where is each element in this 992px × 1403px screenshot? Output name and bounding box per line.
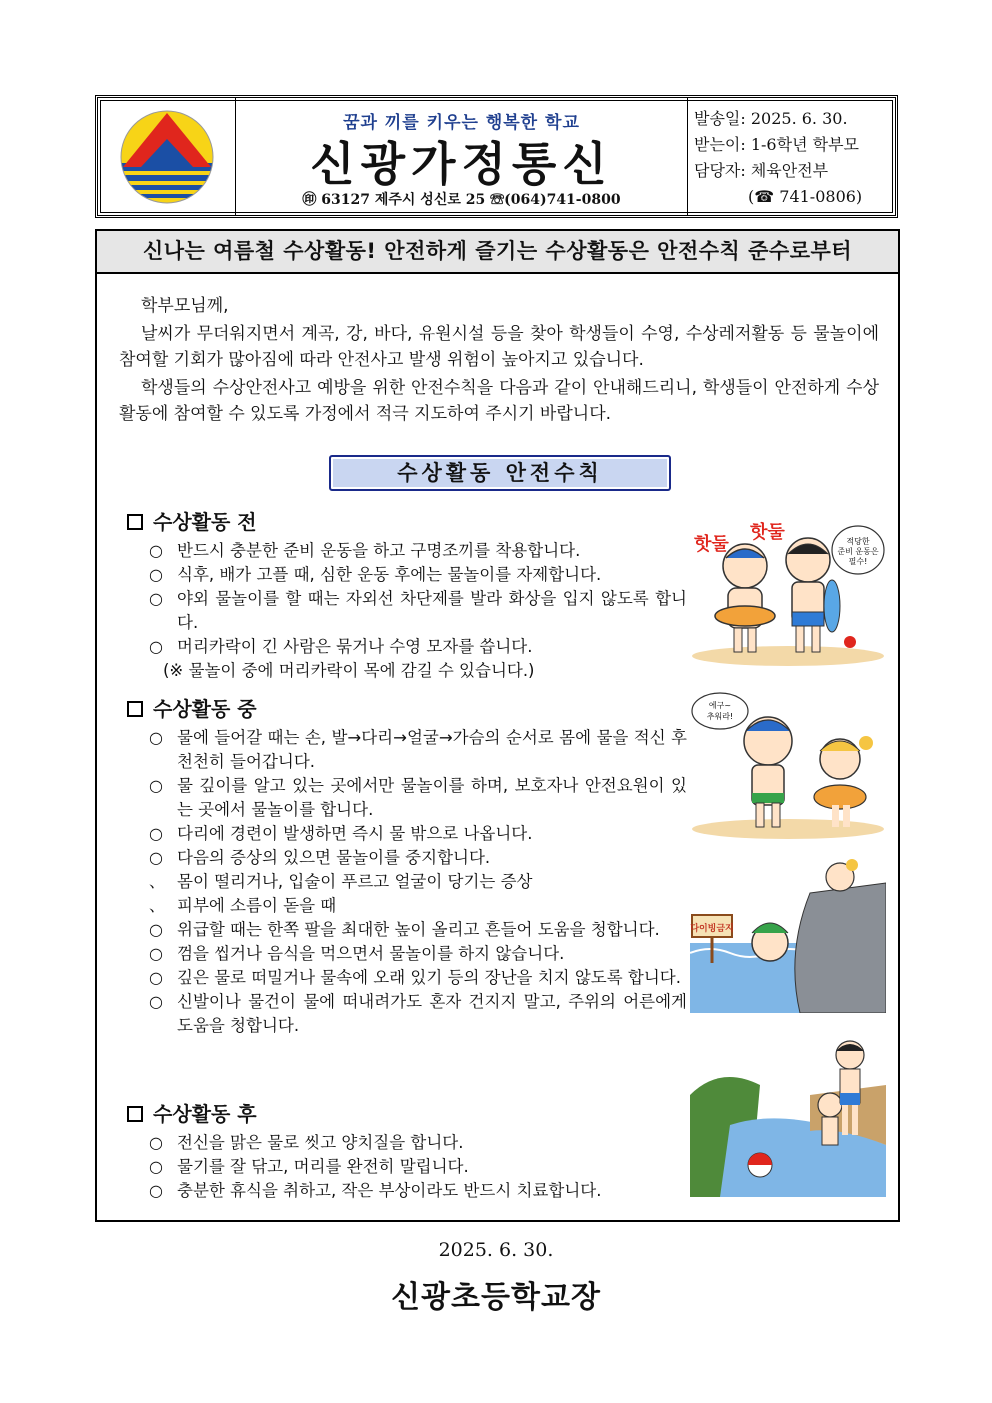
intro-paragraph-1: 날씨가 무더워지면서 계곡, 강, 바다, 유원시설 등을 찾아 학생들이 수영, 수상레저활동 등 물놀이에 참여할 기회가 많아짐에 따라 안전사고 발생 위험이 높아지고 있습니다. — [119, 324, 879, 370]
school-slogan: 꿈과 끼를 키우는 행복한 학교 — [343, 113, 580, 133]
list-item: ○ 껌을 씹거나 음식을 먹으면서 물놀이를 하지 않습니다. — [127, 942, 687, 966]
intro — [119, 293, 879, 429]
note: (※ 물놀이 중에 머리카락이 목에 감길 수 있습니다.) — [163, 661, 535, 680]
newsletter-header — [95, 95, 898, 218]
list-item: ○ 식후, 배가 고플 때, 심한 운동 후에는 물놀이를 자제합니다. — [127, 563, 687, 587]
newsletter-title: 신광가정통신 — [310, 137, 613, 191]
circle-bullet-icon: ○ — [149, 944, 163, 963]
illustration-caption: 핫둘 — [694, 534, 729, 555]
recipient: 받는이: 1-6학년 학부모 — [694, 135, 859, 154]
contact-department: 담당자: 체육안전부 — [694, 161, 829, 180]
circle-bullet-icon: ○ — [149, 992, 163, 1011]
sub-list-item: 、 몸이 떨리거나, 입술이 푸르고 얼굴이 당기는 증상 — [127, 870, 687, 894]
circle-bullet-icon: ○ — [149, 824, 163, 843]
list-item: ○ 야외 물놀이를 할 때는 자외선 차단제를 발라 화상을 입지 않도록 합니다. — [149, 589, 687, 632]
bubble-text: 적당한 — [846, 537, 870, 546]
circle-bullet-icon: ○ — [149, 968, 163, 987]
circle-bullet-icon: ○ — [149, 589, 163, 608]
cold-water-illustration — [690, 689, 886, 839]
dot-bullet-icon: 、 — [149, 896, 166, 915]
checkbox-icon — [127, 514, 143, 530]
circle-bullet-icon: ○ — [149, 637, 163, 656]
checkbox-icon — [127, 701, 143, 717]
svg-text:핫둘: 핫둘 — [750, 522, 785, 543]
circle-bullet-icon: ○ — [149, 541, 163, 560]
list-item: ○ 물 깊이를 알고 있는 곳에서만 물놀이를 하며, 보호자나 안전요원이 있는 곳에서 물놀이를 합니다. — [149, 776, 687, 819]
info-cell — [688, 98, 895, 215]
circle-bullet-icon: ○ — [149, 565, 163, 584]
principal-signature: 신광초등학교장 — [391, 1280, 601, 1315]
section-during — [127, 694, 687, 1038]
send-date: 발송일: 2025. 6. 30. — [694, 109, 848, 128]
list-item: ○ 위급할 때는 한쪽 팔을 최대한 높이 올리고 흔들어 도움을 청합니다. — [127, 918, 687, 942]
svg-text:추워라!: 추워라! — [706, 712, 734, 721]
circle-bullet-icon: ○ — [149, 920, 163, 939]
diving-illustration — [690, 853, 886, 1013]
section-after-title: 수상활동 후 — [127, 1099, 687, 1129]
warmup-illustration — [690, 516, 886, 666]
intro-paragraph-2: 학생들의 수상안전사고 예방을 위한 안전수칙을 다음과 같이 안내해드리니, 학생들이 안전하게 수상활동에 참여할 수 있도록 가정에서 적극 지도하여 주시기 바랍니다. — [119, 378, 879, 424]
contact-phone: (☎ 741-0806) — [748, 187, 863, 206]
content-box — [95, 229, 900, 1222]
list-item: ○ 다음의 증상의 있으면 물놀이를 중지합니다. — [127, 846, 687, 870]
headline: 신나는 여름철 수상활동! 안전하게 즐기는 수상활동은 안전수칙 준수로부터 — [97, 231, 898, 274]
sub-list-item: 、 피부에 소름이 돋을 때 — [127, 894, 687, 918]
circle-bullet-icon: ○ — [149, 1157, 163, 1176]
school-address: ㊞ 63127 제주시 성신로 25 ☏(064)741-0800 — [302, 192, 621, 208]
section-before-title: 수상활동 전 — [127, 507, 687, 537]
school-logo — [119, 109, 215, 205]
footer-date: 2025. 6. 30. — [438, 1239, 554, 1261]
list-item: ○ 반드시 충분한 준비 운동을 하고 구명조끼를 착용합니다. — [127, 539, 687, 563]
sign-text: 다이빙금지 — [690, 924, 734, 934]
list-item: ○ 충분한 휴식을 취하고, 작은 부상이라도 반드시 치료합니다. — [127, 1179, 687, 1203]
list-item: ○ 머리카락이 긴 사람은 묶거나 수영 모자를 씁니다. — [127, 635, 687, 659]
title-cell — [236, 98, 688, 215]
list-item: ○ 물기를 잘 닦고, 머리를 완전히 말립니다. — [127, 1155, 687, 1179]
section-label: 수상활동 안전수칙 — [329, 455, 671, 491]
svg-text:필수!: 필수! — [848, 557, 868, 566]
circle-bullet-icon: ○ — [149, 848, 163, 867]
stream-illustration — [690, 1035, 886, 1197]
circle-bullet-icon: ○ — [149, 1133, 163, 1152]
list-item: ○ 전신을 맑은 물로 씻고 양치질을 합니다. — [127, 1131, 687, 1155]
dot-bullet-icon: 、 — [149, 872, 166, 891]
circle-bullet-icon: ○ — [149, 776, 163, 795]
checkbox-icon — [127, 1106, 143, 1122]
list-item: ○ 물에 들어갈 때는 손, 발→다리→얼굴→가슴의 순서로 몸에 물을 적신 후 천천히 들어갑니다. — [149, 728, 687, 771]
list-item: ○ 깊은 물로 떠밀거나 물속에 오래 있기 등의 장난을 치지 않도록 합니다. — [127, 966, 687, 990]
circle-bullet-icon: ○ — [149, 728, 163, 747]
school-logo-cell — [98, 98, 236, 215]
section-before — [127, 507, 687, 683]
svg-text:준비 운동은: 준비 운동은 — [837, 547, 879, 556]
section-during-title: 수상활동 중 — [127, 694, 687, 724]
bubble-text: 에구~ — [708, 701, 732, 710]
list-item: ○ 신발이나 물건이 물에 떠내려가도 혼자 건지지 말고, 주위의 어른에게 도움을 청합니다. — [149, 992, 687, 1035]
list-item: ○ 다리에 경련이 발생하면 즉시 물 밖으로 나옵니다. — [127, 822, 687, 846]
circle-bullet-icon: ○ — [149, 1181, 163, 1200]
section-after — [127, 1099, 687, 1203]
greeting: 학부모님께, — [141, 296, 229, 316]
